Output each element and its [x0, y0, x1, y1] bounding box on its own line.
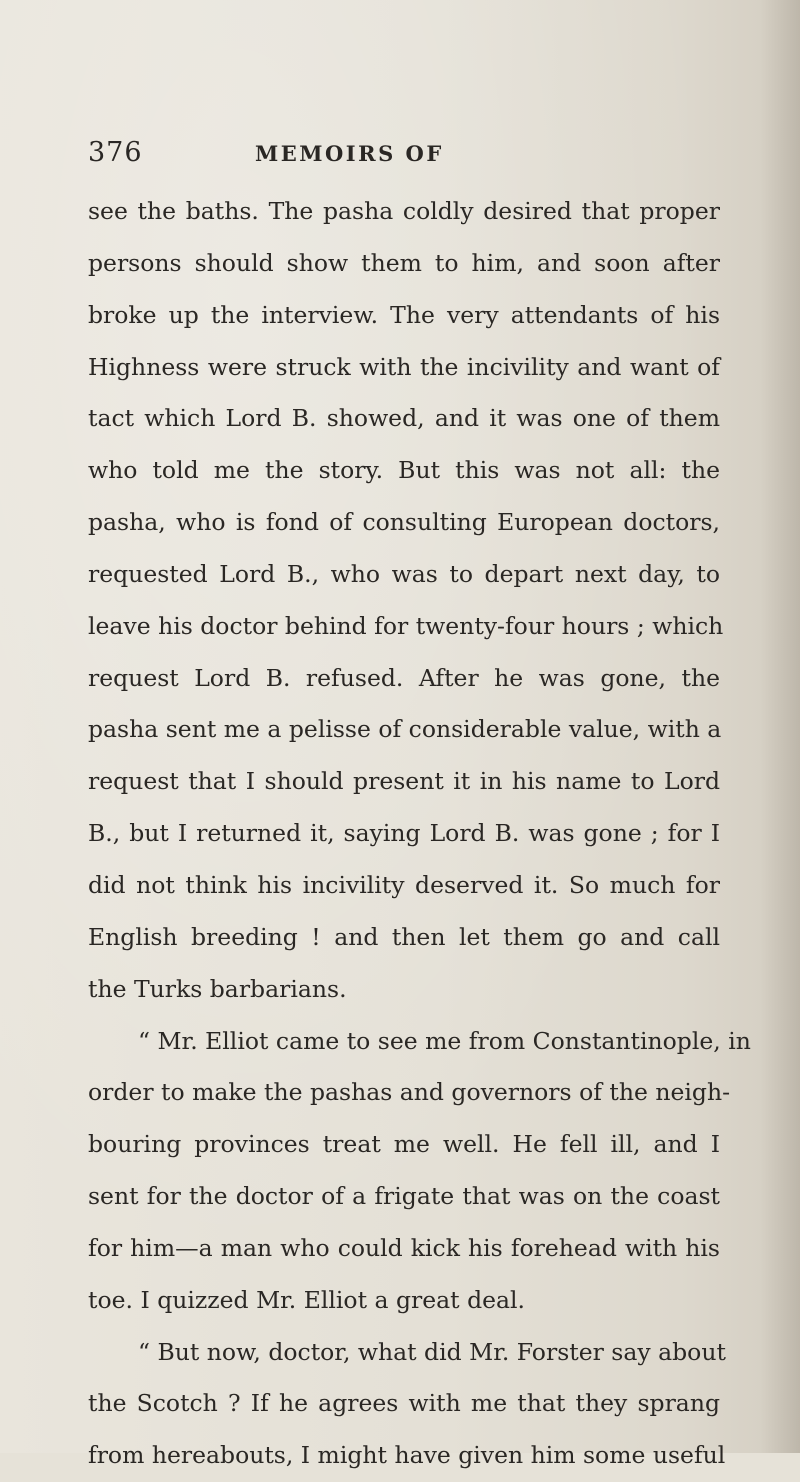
- paragraph-start-line: “ But now, doctor, what did Mr. Forster say about: [138, 1337, 726, 1366]
- text-line: B., but I returned it, saying Lord B. was gone ; for I: [88, 819, 720, 848]
- text-line: pasha, who is fond of consulting European doctors,: [88, 508, 720, 537]
- page-number: 376: [88, 137, 143, 168]
- text-line: broke up the interview. The very attendants of his: [88, 300, 720, 329]
- text-line: sent for the doctor of a frigate that was on the coast: [88, 1182, 720, 1211]
- text-line: requested Lord B., who was to depart next day, to: [88, 559, 720, 588]
- text-line: order to make the pashas and governors of the neigh-: [88, 1078, 731, 1107]
- text-line: leave his doctor behind for twenty-four hours ; which: [88, 611, 724, 640]
- text-line: from hereabouts, I might have given him some useful: [88, 1441, 726, 1470]
- running-title: MEMOIRS OF: [255, 141, 444, 166]
- text-line: for him—a man who could kick his forehead with his: [88, 1233, 720, 1262]
- text-line: request Lord B. refused. After he was gone, the: [88, 663, 720, 692]
- text-line: request that I should present it in his name to Lord: [88, 767, 720, 796]
- paragraph-end-line: toe. I quizzed Mr. Elliot a great deal.: [88, 1285, 526, 1314]
- text-line: Highness were struck with the incivility and want of: [88, 352, 720, 381]
- text-line: tact which Lord B. showed, and it was one of them: [88, 404, 720, 433]
- text-line: did not think his incivility deserved it. So much for: [88, 870, 720, 899]
- page-edge-shadow: [760, 0, 800, 1453]
- text-line: English breeding ! and then let them go and call: [88, 922, 720, 951]
- text-line: bouring provinces treat me well. He fell ill, and I: [88, 1130, 720, 1159]
- text-line: the Scotch ? If he agrees with me that they sprang: [88, 1389, 720, 1418]
- text-line: pasha sent me a pelisse of considerable value, with a: [88, 715, 722, 744]
- text-line: persons should show them to him, and soon after: [88, 248, 720, 277]
- body-text: [88, 186, 751, 1482]
- text-line: who told me the story. But this was not all: the: [88, 456, 720, 485]
- paragraph-start-line: “ Mr. Elliot came to see me from Constantinople, in: [138, 1026, 751, 1055]
- text-line: see the baths. The pasha coldly desired that proper: [88, 197, 720, 225]
- running-head: [88, 137, 728, 177]
- paragraph-end-line: the Turks barbarians.: [88, 974, 347, 1003]
